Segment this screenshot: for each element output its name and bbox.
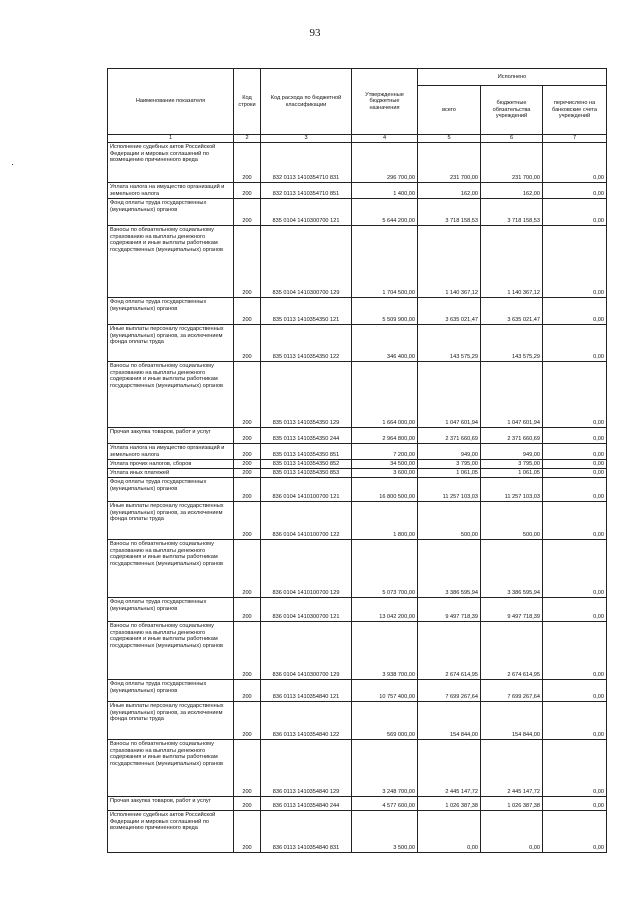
row-bank-accounts: 0,00 [543,226,607,298]
row-expense-code: 836 0113 1410354840 122 [261,702,352,740]
row-expense-code: 835 0113 1410354350 122 [261,325,352,362]
row-bank-accounts: 0,00 [543,811,607,853]
table-row [108,199,607,226]
row-expense-code: 832 0113 1410354710 851 [261,183,352,199]
row-total: 3 795,00 [418,460,481,469]
table-row [108,362,607,428]
row-bank-accounts: 0,00 [543,540,607,598]
row-name: Прочая закупка товаров, работ и услуг [108,428,234,444]
row-total: 1 061,05 [418,469,481,478]
row-approved: 10 757 400,00 [352,680,418,702]
row-approved: 569 000,00 [352,702,418,740]
row-bank-accounts: 0,00 [543,362,607,428]
row-bank-accounts: 0,00 [543,460,607,469]
row-line-code: 200 [234,469,261,478]
row-line-code: 200 [234,622,261,680]
row-bank-accounts: 0,00 [543,428,607,444]
row-budget-obligations: 2 445 147,72 [481,740,543,797]
row-expense-code: 835 0113 1410354350 129 [261,362,352,428]
row-bank-accounts: 0,00 [543,183,607,199]
row-expense-code: 836 0113 1410354840 129 [261,740,352,797]
row-expense-code: 836 0104 1410300700 129 [261,622,352,680]
row-total: 3 635 021,47 [418,298,481,325]
row-name: Фонд оплаты труда государственных (муниципальных) органов [108,680,234,702]
column-number: 2 [234,135,261,143]
row-bank-accounts: 0,00 [543,598,607,622]
row-bank-accounts: 0,00 [543,143,607,183]
header-budget-obligations: бюджетные обязательства учреждений [481,86,543,135]
row-name: Взносы по обязательному социальному страхованию на выплаты денежного содержания и иные выплаты работникам государственных (муниципальных) органов [108,226,234,298]
row-budget-obligations: 3 386 595,94 [481,540,543,598]
row-approved: 4 577 600,00 [352,797,418,811]
header-total: всего [418,86,481,135]
row-line-code: 200 [234,740,261,797]
row-budget-obligations: 1 061,05 [481,469,543,478]
row-name: Уплата прочих налогов, сборов [108,460,234,469]
row-expense-code: 835 0104 1410300700 129 [261,226,352,298]
row-budget-obligations: 1 026 387,38 [481,797,543,811]
row-total: 1 026 387,38 [418,797,481,811]
row-approved: 7 200,00 [352,444,418,460]
row-expense-code: 835 0113 1410354350 121 [261,298,352,325]
row-approved: 34 500,00 [352,460,418,469]
row-total: 0,00 [418,811,481,853]
row-total: 3 718 158,53 [418,199,481,226]
row-budget-obligations: 9 497 718,39 [481,598,543,622]
column-numbers-row [108,135,607,143]
row-name: Иные выплаты персоналу государственных (муниципальных) органов, за исключением фонда оплаты труда [108,502,234,540]
row-budget-obligations: 949,00 [481,444,543,460]
row-line-code: 200 [234,702,261,740]
row-name: Уплата налога на имущество организаций и земельного налога [108,444,234,460]
row-expense-code: 835 0113 1410354350 244 [261,428,352,444]
table-row [108,622,607,680]
table-row [108,460,607,469]
row-bank-accounts: 0,00 [543,325,607,362]
header-expense-code: Код расхода по бюджетной классификации [261,69,352,135]
row-budget-obligations: 0,00 [481,811,543,853]
row-total: 2 445 147,72 [418,740,481,797]
table-row [108,502,607,540]
row-total: 143 575,29 [418,325,481,362]
row-bank-accounts: 0,00 [543,797,607,811]
row-expense-code: 835 0113 1410354350 851 [261,444,352,460]
table-row [108,183,607,199]
row-name: Прочая закупка товаров, работ и услуг [108,797,234,811]
row-approved: 5 644 200,00 [352,199,418,226]
row-approved: 3 600,00 [352,469,418,478]
row-budget-obligations: 11 257 103,03 [481,478,543,502]
row-total: 3 386 595,94 [418,540,481,598]
row-bank-accounts: 0,00 [543,444,607,460]
header-executed: Исполнено [418,69,607,86]
row-approved: 1 400,00 [352,183,418,199]
budget-execution-table [107,68,607,853]
row-budget-obligations: 3 795,00 [481,460,543,469]
row-expense-code: 836 0113 1410354840 121 [261,680,352,702]
row-line-code: 200 [234,199,261,226]
table-row [108,702,607,740]
row-bank-accounts: 0,00 [543,469,607,478]
header-name: Наименование показателя [108,69,234,135]
row-name: Взносы по обязательному социальному страхованию на выплаты денежного содержания и иные выплаты работникам государственных (муниципальных) органов [108,622,234,680]
table-row [108,540,607,598]
row-total: 11 257 103,03 [418,478,481,502]
row-bank-accounts: 0,00 [543,478,607,502]
row-name: Уплата налога на имущество организаций и земельного налога [108,183,234,199]
row-approved: 1 664 000,00 [352,362,418,428]
header-approved: Утвержденные бюджетные назначения [352,69,418,135]
row-bank-accounts: 0,00 [543,680,607,702]
row-total: 231 700,00 [418,143,481,183]
row-approved: 1 704 500,00 [352,226,418,298]
table-row [108,444,607,460]
row-line-code: 200 [234,362,261,428]
row-name: Уплата иных платежей [108,469,234,478]
row-line-code: 200 [234,502,261,540]
table-row [108,740,607,797]
table-row [108,598,607,622]
row-line-code: 200 [234,460,261,469]
table-row [108,797,607,811]
row-name: Иные выплаты персоналу государственных (муниципальных) органов, за исключением фонда оплаты труда [108,325,234,362]
row-budget-obligations: 2 371 660,69 [481,428,543,444]
row-expense-code: 835 0113 1410354350 852 [261,460,352,469]
table-row [108,143,607,183]
row-line-code: 200 [234,325,261,362]
row-budget-obligations: 3 718 158,53 [481,199,543,226]
row-budget-obligations: 143 575,29 [481,325,543,362]
row-budget-obligations: 1 140 367,12 [481,226,543,298]
table-row [108,811,607,853]
row-total: 2 674 614,95 [418,622,481,680]
row-budget-obligations: 500,00 [481,502,543,540]
row-line-code: 200 [234,444,261,460]
row-name: Взносы по обязательному социальному страхованию на выплаты денежного содержания и иные выплаты работникам государственных (муниципальных) органов [108,362,234,428]
row-total: 9 497 718,39 [418,598,481,622]
row-line-code: 200 [234,428,261,444]
row-budget-obligations: 1 047 601,94 [481,362,543,428]
column-number: 1 [108,135,234,143]
table-row [108,680,607,702]
row-budget-obligations: 3 635 021,47 [481,298,543,325]
column-number: 7 [543,135,607,143]
row-approved: 346 400,00 [352,325,418,362]
table-body [108,69,607,853]
row-expense-code: 836 0113 1410354840 244 [261,797,352,811]
row-expense-code: 835 0113 1410354350 853 [261,469,352,478]
column-number: 3 [261,135,352,143]
row-line-code: 200 [234,680,261,702]
row-total: 7 699 267,64 [418,680,481,702]
table-row [108,226,607,298]
row-bank-accounts: 0,00 [543,740,607,797]
row-total: 162,00 [418,183,481,199]
row-name: Взносы по обязательному социальному страхованию на выплаты денежного содержания и иные выплаты работникам государственных (муниципальных) органов [108,740,234,797]
row-expense-code: 836 0113 1410354840 831 [261,811,352,853]
table-row [108,469,607,478]
column-number: 5 [418,135,481,143]
row-expense-code: 836 0104 1410100700 122 [261,502,352,540]
row-bank-accounts: 0,00 [543,622,607,680]
table-row [108,478,607,502]
row-name: Взносы по обязательному социальному страхованию на выплаты денежного содержания и иные выплаты работникам государственных (муниципальных) органов [108,540,234,598]
row-name: Фонд оплаты труда государственных (муниципальных) органов [108,478,234,502]
row-line-code: 200 [234,811,261,853]
row-approved: 3 500,00 [352,811,418,853]
row-expense-code: 836 0104 1410100700 129 [261,540,352,598]
row-line-code: 200 [234,540,261,598]
row-name: Фонд оплаты труда государственных (муниципальных) органов [108,298,234,325]
row-total: 154 844,00 [418,702,481,740]
row-line-code: 200 [234,226,261,298]
row-approved: 3 938 700,00 [352,622,418,680]
row-approved: 296 700,00 [352,143,418,183]
row-approved: 16 800 500,00 [352,478,418,502]
row-name: Фонд оплаты труда государственных (муниципальных) органов [108,199,234,226]
column-number: 6 [481,135,543,143]
row-approved: 1 800,00 [352,502,418,540]
row-budget-obligations: 2 674 614,95 [481,622,543,680]
row-budget-obligations: 154 844,00 [481,702,543,740]
row-line-code: 200 [234,298,261,325]
row-total: 2 371 660,69 [418,428,481,444]
row-line-code: 200 [234,478,261,502]
row-expense-code: 836 0104 1410300700 121 [261,598,352,622]
row-line-code: 200 [234,183,261,199]
row-approved: 5 509 900,00 [352,298,418,325]
row-approved: 3 248 700,00 [352,740,418,797]
row-expense-code: 832 0113 1410354710 831 [261,143,352,183]
row-budget-obligations: 7 699 267,64 [481,680,543,702]
header-row-top [108,69,607,86]
row-name: Фонд оплаты труда государственных (муниципальных) органов [108,598,234,622]
header-bank-accounts: перечислено на банковские счета учреждений [543,86,607,135]
row-approved: 2 964 800,00 [352,428,418,444]
row-name: Иные выплаты персоналу государственных (муниципальных) органов, за исключением фонда оплаты труда [108,702,234,740]
row-budget-obligations: 231 700,00 [481,143,543,183]
row-expense-code: 835 0104 1410300700 121 [261,199,352,226]
row-approved: 13 042 200,00 [352,598,418,622]
row-name: Исполнение судебных актов Российской Федерации и мировых соглашений по возмещению причиненного вреда [108,811,234,853]
row-bank-accounts: 0,00 [543,702,607,740]
row-bank-accounts: 0,00 [543,298,607,325]
table-row [108,428,607,444]
row-total: 1 140 367,12 [418,226,481,298]
header-line-code: Код строки [234,69,261,135]
row-approved: 5 073 700,00 [352,540,418,598]
row-name: Исполнение судебных актов Российской Федерации и мировых соглашений по возмещению причиненного вреда [108,143,234,183]
row-line-code: 200 [234,598,261,622]
column-number: 4 [352,135,418,143]
table-row [108,325,607,362]
row-expense-code: 836 0104 1410100700 121 [261,478,352,502]
row-budget-obligations: 162,00 [481,183,543,199]
row-total: 1 047 601,94 [418,362,481,428]
margin-dot: · [11,159,14,169]
row-line-code: 200 [234,797,261,811]
row-bank-accounts: 0,00 [543,199,607,226]
row-total: 500,00 [418,502,481,540]
row-total: 949,00 [418,444,481,460]
table-row [108,298,607,325]
row-bank-accounts: 0,00 [543,502,607,540]
row-line-code: 200 [234,143,261,183]
page-number: 93 [309,27,321,39]
